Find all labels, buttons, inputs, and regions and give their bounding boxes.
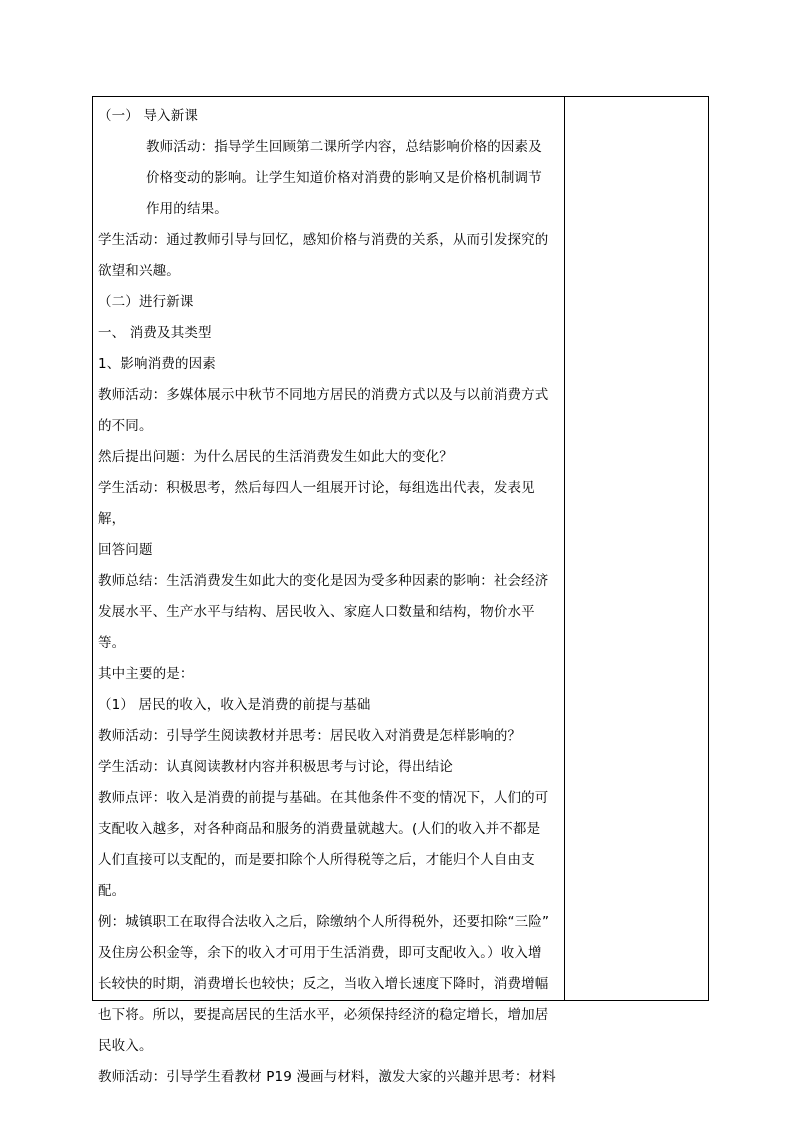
text-line: 例：城镇职工在取得合法收入之后，除缴纳个人所得税外，还要扣除“三险” (98, 914, 550, 930)
text-line: （1） 居民的收入，收入是消费的前提与基础 (98, 697, 371, 713)
text-line: （二）进行新课 (98, 294, 194, 310)
text-line: 1、影响消费的因素 (98, 356, 216, 372)
text-line: 及住房公积金等，余下的收入才可用于生活消费，即可支配收入。）收入增 (98, 945, 542, 961)
text-line: 发展水平、生产水平与结构、居民收入、家庭人口数量和结构，物价水平等。 (98, 604, 535, 651)
text-line: 其中主要的是： (98, 666, 194, 682)
text-line: 教师活动：引导学生看教材 P19 漫画与材料，激发大家的兴趣并思考：材料 (98, 1069, 556, 1085)
text-line: 作用的结果。 (146, 201, 228, 217)
text-line: 教师总结：生活消费发生如此大的变化是因为受多种因素的影响：社会经济 (98, 573, 549, 589)
text-line: 教师点评：收入是消费的前提与基础。在其他条件不变的情况下，人们的可 (98, 790, 549, 806)
text-line: 欲望和兴趣。 (98, 263, 180, 279)
text-line: 然后提出问题：为什么居民的生活消费发生如此大的变化？ (98, 449, 453, 465)
text-line: 学生活动：积极思考，然后每四人一组展开讨论，每组选出代表，发表见解， (98, 480, 535, 527)
text-line: 民收入。 (98, 1038, 153, 1054)
text-line: 也下将。所以，要提高居民的生活水平，必须保持经济的稳定增长，增加居 (98, 1007, 549, 1023)
text-line: 教师活动：引导学生阅读教材并思考：居民收入对消费是怎样影响的？ (98, 728, 522, 744)
text-line: 一、 消费及其类型 (98, 325, 212, 341)
text-line: 支配收入越多，对各种商品和服务的消费量就越大。(人们的收入并不都是 (98, 821, 541, 837)
lesson-content (98, 101, 558, 1093)
text-line: 教师活动：多媒体展示中秋节不同地方居民的消费方式以及与以前消费方式 (98, 387, 549, 403)
text-line: 学生活动：通过教师引导与回忆，感知价格与消费的关系，从而引发探究的 (98, 232, 549, 248)
text-line: 回答问题 (98, 542, 153, 558)
text-line: 价格变动的影响。让学生知道价格对消费的影响又是价格机制调节 (146, 170, 542, 186)
text-line: （一） 导入新课 (98, 108, 198, 124)
text-line: 的不同。 (98, 418, 153, 434)
text-line: 学生活动：认真阅读教材内容并积极思考与讨论，得出结论 (98, 759, 453, 775)
text-line: 人们直接可以支配的，而是要扣除个人所得税等之后，才能归个人自由支配。 (98, 852, 535, 899)
notes-column (565, 97, 708, 1000)
text-line: 长较快的时期，消费增长也较快；反之，当收入增长速度下降时，消费增幅 (98, 976, 549, 992)
text-line: 教师活动：指导学生回顾第二课所学内容，总结影响价格的因素及 (146, 139, 542, 155)
